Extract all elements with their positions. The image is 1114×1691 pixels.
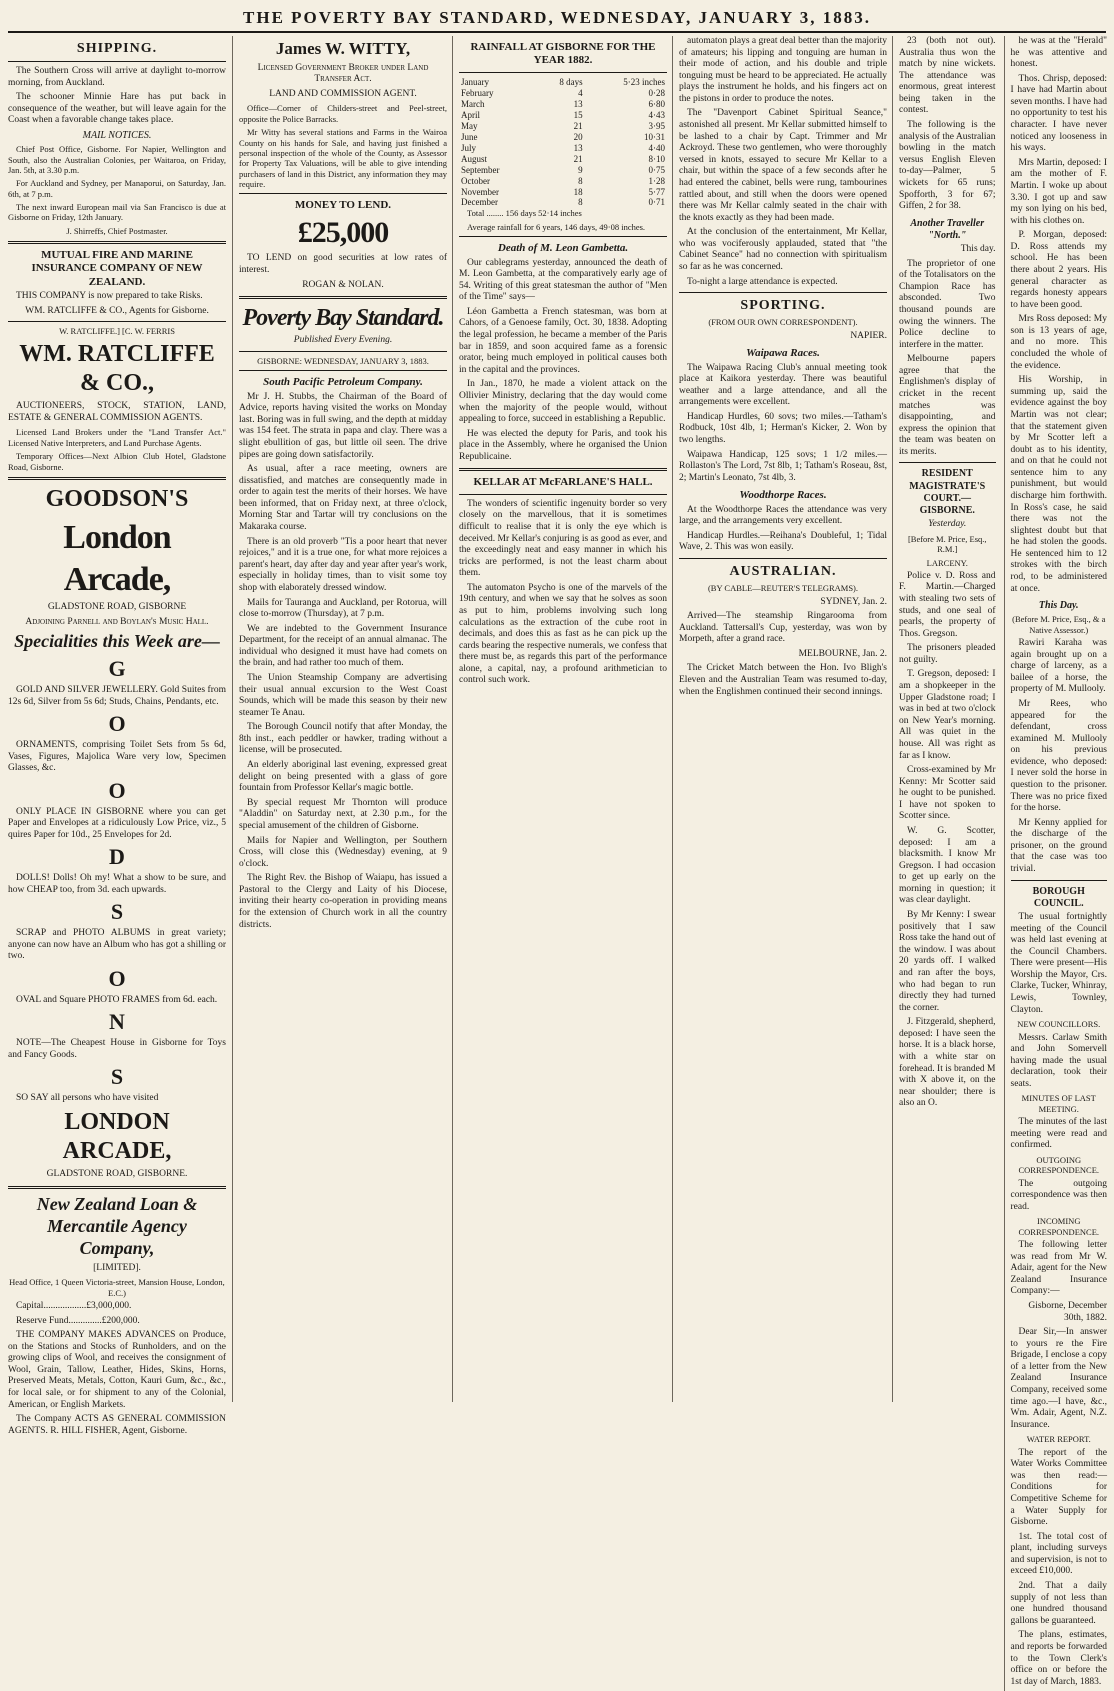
letter-heading: Gisborne, December 30th, 1882. [1028, 1300, 1107, 1323]
drop-letter-d: D [109, 844, 125, 870]
rainfall-cell-days: 20 [573, 131, 583, 142]
dateline: GISBORNE: WEDNESDAY, JANUARY 3, 1883. [257, 355, 429, 366]
gladstone-road-footer: GLADSTONE ROAD, GISBORNE. [46, 1169, 188, 1180]
money-paragraph: TO LEND on good securities at low rates of interest. [239, 253, 447, 275]
petroleum-paragraph-9: By special request Mr Thornton will produce "Aladdin" on Saturday next, at 2.30 p.m., for the special amusement of the children of Gisborne. [239, 797, 447, 831]
mutual-insurance-heading: MUTUAL FIRE AND MARINE INSURANCE COMPANY OF NEW ZEALAND. [31, 249, 203, 288]
this-day-paragraph-1: Rawiri Karaha was again brought up on a charge of larceny, as a bailee of a horse, the property of M. Mullooly. [1010, 638, 1107, 695]
specialities-heading: Specialities this Week are— [14, 631, 220, 652]
rainfall-cell-inches: 4·43 [648, 109, 665, 120]
drop-letter-s: S [110, 899, 124, 925]
rainfall-cell-days: 15 [573, 109, 583, 120]
col5-paragraph-2: The following is the analysis of the Australian bowling in the match versus English Eleven to-day—Palmer, 5 wickets for 65 runs; Spofforth, 3 for 67; Giffen, 2 for 38. [899, 120, 996, 212]
resident-heading: RESIDENT MAGISTRATE'S COURT.—GISBORNE. [909, 468, 986, 517]
petroleum-paragraph-10: Mails for Napier and Wellington, per Southern Cross, will close this (Wednesday) evening, at 9 o'clock. [239, 835, 447, 869]
newspaper-page [8, 6, 1107, 1687]
waipawa-paragraph-3: Waipawa Handicap, 125 sovs; 1 1/2 miles.—Rollaston's The Lord, 7st 8lb, 1; Tatham's Roseau, 8st, 2; Martin's Leonato, 7st 4lb, 3. [679, 449, 887, 483]
resident-paragraph-4: Cross-examined by Mr Kenny: Mr Scotter said he ought to be punished. I have not spoken to Scotter since. [899, 765, 996, 822]
nz-loan-agent: The Company ACTS AS GENERAL COMMISSION AGENTS. R. HILL FISHER, Agent, Gisborne. [8, 1414, 226, 1436]
rainfall-total: Total ........ 156 days 52·14 inches [467, 208, 582, 219]
resident-subheading: Yesterday. [928, 519, 967, 530]
note-paragraph: NOTE—The Cheapest House in Gisborne for Toys and Fancy Goods. [8, 1038, 226, 1060]
resident-paragraph-5: W. G. Scotter, deposed: I am a blacksmith. I know Mr Gregson. I had occasion to get up early on the morning in question; it was clear daylight. [899, 826, 996, 906]
column-1 [8, 36, 232, 1436]
this-day-paragraph-2: Mr Rees, who appeared for the defendant, cross examined M. Mullooly on his previous evidence, who deposed: I never sold the horse in question to the prisoner. There was no price fixed for the horse. [1010, 698, 1107, 814]
waipawa-paragraph-1: The Waipawa Racing Club's annual meeting took place at Kaikora yesterday. There was beautiful weather and a large attendance, and all the arrangements were excellent. [679, 362, 887, 408]
rainfall-cell-inches: 3·95 [648, 120, 665, 131]
money-to-lend-heading: MONEY TO LEND. [294, 199, 392, 212]
rainfall-cell-days: 8 days [559, 76, 583, 87]
rainfall-row [459, 132, 667, 143]
rainfall-cell-inches: 0·75 [648, 164, 665, 175]
rainfall-cell-days: 8 [578, 175, 583, 186]
petroleum-paragraph-5: We are indebted to the Government Insurance Department, for the receipt of an annual almanac. The individual who designed it must have had comets on the brain, and had rather too much of them. [239, 623, 447, 669]
rainfall-row [459, 187, 667, 198]
this-day-bench: (Before M. Price, Esq., & a Native Assessor.) [1012, 614, 1106, 635]
rainfall-cell-inches: 0·28 [648, 87, 665, 98]
water-paragraph: The report of the Water Works Committee was then read:—Conditions for Competitive Scheme for a Water Supply for Gisborne. [1010, 1447, 1107, 1528]
petroleum-paragraph-1: Mr J. H. Stubbs, the Chairman of the Board of Advice, reports having visited the works on Monday last. Boring was in full swing, and the depth at midday was 154 feet. The strata in papa and clay. There was a slight ebullition of gas, but little oil seen. The drive pipes are going down satisfactorily. [239, 391, 447, 460]
waipawa-heading: Waipawa Races. [746, 347, 820, 360]
australian-heading: AUSTRALIAN. [729, 564, 837, 580]
melbourne-paragraph: The Cricket Match between the Hon. Ivo Bligh's Eleven and the Australian Team was resumed to-day, when the Englishmen continued their second innings. [679, 663, 887, 697]
drop-letter-o-2: O [108, 777, 126, 803]
letter-paragraph: Dear Sir,—In answer to yours re the Fire Brigade, I enclose a copy of a letter from the New Zealand Insurance Company, received some time ago.—I have, &c., Wm. Adair, Agent, N.Z. Insurance. [1010, 1327, 1107, 1430]
drop-letter-n: N [109, 1009, 125, 1035]
adjoining-line: Adjoining Parnell and Boylan's Music Hall. [25, 616, 209, 627]
rainfall-row [459, 77, 667, 88]
woodthorpe-paragraph-2: Handicap Hurdles.—Reihana's Doubleful, 1; Tidal Wave, 2. This was won easily. [679, 530, 887, 553]
col6-paragraph-4: P. Morgan, deposed: D. Ross attends my school. He has been there about 2 years. His general character as regards honesty appears to have been good. [1010, 230, 1107, 310]
albums-paragraph: SCRAP and PHOTO ALBUMS in great variety; anyone can now have an Album who has got a shilling or two. [8, 928, 226, 962]
trotter-subheading: This day. [960, 244, 996, 255]
rainfall-cell-month: February [461, 87, 494, 98]
nz-loan-paragraph: THE COMPANY MAKES ADVANCES on Produce, on the Stations and Stocks of Runholders, and on the growing clips of Wool, and receives the consignment of Wool, Grain, Tallow, Leather, Hides, Skins, Horns, Preserved Meats, Metals, Cotton, Kauri Gum, &c., &c., for local sale, or for shipment to any of the Colonial, American, or English Markets. [8, 1330, 226, 1410]
ratcliffe-paragraph: AUCTIONEERS, STOCK, STATION, LAND, ESTATE & GENERAL COMMISSION AGENTS. [8, 401, 226, 423]
witty-office: Office—Corner of Childers-street and Peel-street, opposite the Police Barracks. [239, 103, 447, 124]
jewellery-paragraph: GOLD AND SILVER JEWELLERY. Gold Suites from 12s 6d, Silver from 5s 6d; Studs, Chains, Pendants, etc. [8, 685, 226, 707]
outgoing-label: OUTGOING CORRESPONDENCE. [1018, 1154, 1100, 1176]
rainfall-cell-inches: 8·10 [648, 153, 665, 164]
nz-loan-heading: New Zealand Loan & Mercantile Agency Company, [36, 1193, 198, 1258]
col4-paragraph-4: To-night a large attendance is expected. [687, 276, 838, 287]
ornaments-paragraph: ORNAMENTS, comprising Toilet Sets from 5s 6d, Vases, Figures, Majolica Ware very low, Specimen Glasses, &c. [8, 740, 226, 774]
sydney-paragraph: Arrived—The steamship Ringarooma from Auckland. Tattersall's Cup, yesterday, was won by Morpeth, after a grand race. [679, 611, 887, 645]
col4-paragraph-2: The "Davenport Cabinet Spiritual Seance," astonished all present. Mr Kellar submitted himself to be lashed to a chair by Capt. Trimmer and Mr Ackroyd. These two gentlemen, who were thoroughly versed in knots, essayed to secure Mr Kellar to a chair, but within the space of a few seconds after he had entered the cabinet, bells were rung, tambourines rattled about, and still when the doors were opened there was Mr Kellar calmly seated in the chair with the knots exactly as they had been made. [679, 108, 887, 223]
rainfall-cell-month: May [461, 120, 478, 131]
masthead-title: THE POVERTY BAY STANDARD, WEDNESDAY, JANUARY 3, 1883. [8, 6, 1106, 33]
borough-paragraph-1: The usual fortnightly meeting of the Council was held last evening at the Council Chambers. There were present—His Worship the Mayor, Crs. Clarke, Tucker, Whinray, Lewis, Townley, Clayton. [1010, 912, 1107, 1015]
column-5 [892, 36, 1107, 1687]
water-paragraph-2: 1st. The total cost of plant, including surveys and supervision, is not to exceed £10,000. [1010, 1531, 1107, 1577]
petroleum-paragraph-8: An elderly aboriginal last evening, expressed great delight on being presented with a glass of gore fountain from Professor Kellar's magic bottle. [239, 760, 447, 794]
borough-heading: BOROUGH COUNCIL. [1032, 885, 1085, 909]
shipping-paragraph-1: The Southern Cross will arrive at daylight to-morrow morning, from Auckland. [8, 66, 226, 88]
outgoing-paragraph: The outgoing correspondence was then read. [1010, 1178, 1107, 1212]
incoming-label: INCOMING CORRESPONDENCE. [1018, 1216, 1100, 1237]
rainfall-cell-month: November [461, 186, 499, 197]
rainfall-row [459, 143, 667, 154]
so-say-paragraph: SO SAY all persons who have visited [16, 1093, 159, 1104]
trotter-paragraph: The proprietor of one of the Totalisators on the Champion Race has absconded. Two thousand pounds are owing the winners. The Police decline to interfere in the matter. [899, 258, 996, 350]
column-5b [1004, 36, 1108, 1691]
rainfall-cell-month: August [461, 153, 488, 164]
rainfall-row [459, 197, 667, 208]
rainfall-cell-inches: 6·80 [648, 98, 665, 109]
rainfall-row [459, 99, 667, 110]
petroleum-paragraph-6: The Union Steamship Company are advertising their usual annual excursion to the West Coast Sounds, which will be made this season by their new steamer Te Anau. [239, 672, 447, 718]
col4-paragraph-3: At the conclusion of the entertainment, Mr Kellar, who was vociferously applauded, stated that "the Cabinet Seance" had no connection with spiritualism so far as he was concerned. [679, 227, 887, 272]
ratcliffe-heading: WM. RATCLIFFE & CO., [19, 340, 215, 397]
kellar-heading: KELLAR AT McFARLANE'S HALL. [473, 476, 653, 489]
paper-title: Poverty Bay Standard. [242, 305, 444, 332]
london-arcade-footer: LONDON ARCADE, [62, 1108, 172, 1164]
petroleum-paragraph-4: Mails for Tauranga and Auckland, per Rotorua, will close to-morrow (Thursday), at 7 p.m. [239, 597, 447, 620]
trotter-paragraph-2: Melbourne papers agree that the Englishmen's display of cricket in the recent matches was disappointing, and express the opinion that the team was beaten on its merits. [899, 354, 996, 457]
petroleum-heading: South Pacific Petroleum Company. [263, 376, 423, 389]
goodsons-heading: GOODSON'S [45, 485, 189, 512]
rainfall-row [459, 88, 667, 99]
money-signature: ROGAN & NOLAN. [302, 279, 384, 290]
witty-paragraph: Mr Witty has several stations and Farms in the Wairoa County on his hands for Sale, and having just finished a personal inspection of the whole of the County, as Assessor for Property Tax Valuations, will be able to give intending purchasers of land in this District, any information they may require. [239, 127, 447, 189]
witty-subheading: Licensed Government Broker under Land Transfer Act. [257, 62, 429, 85]
resident-paragraph-6: By Mr Kenny: I swear positively that I saw Ross take the hand out of the window. I was about 20 yards off. I walked and ran after the boys, who had began to run directly they had turned the corner. [899, 910, 996, 1013]
mail-notices-heading: MAIL NOTICES. [82, 129, 152, 141]
rainfall-cell-days: 9 [578, 164, 583, 175]
shipping-paragraph-2: The schooner Minnie Hare has put back in consequence of the weather, but will leave again for the Coast when a favorable change takes place. [8, 92, 226, 126]
ratcliffe-names: W. RATCLIFFE.] [C. W. FERRIS [59, 326, 175, 337]
water-paragraph-3: 2nd. That a daily supply of not less than one hundred thousand gallons be guaranteed. [1010, 1581, 1107, 1626]
mail-paragraph-3: The next inward European mail via San Francisco is due at Gisborne on Friday, 12th January. [8, 201, 226, 223]
rainfall-cell-days: 4 [578, 87, 583, 98]
shipping-heading: SHIPPING. [76, 41, 158, 56]
rainfall-cell-days: 21 [573, 153, 583, 164]
rainfall-cell-month: March [461, 98, 485, 109]
rainfall-cell-days: 18 [573, 186, 583, 197]
drop-letter-o: O [108, 711, 126, 737]
dolls-paragraph: DOLLS! Dolls! Oh my! What a show to be sure, and how CHEAP too, from 3d. each upwards. [8, 873, 226, 895]
waipawa-paragraph-2: Handicap Hurdles, 60 sovs; two miles.—Tatham's Rodbuck, 10st 4lb, 1; Herman's Kicker, 2. Won by two lengths. [679, 411, 887, 446]
witty-heading: James W. WITTY, [275, 39, 411, 58]
col6-paragraph-2: Thos. Chrisp, deposed: I have had Martin about seven months. I have had no opportunity to test his character. I have never noticed any looseness in his ways. [1010, 73, 1107, 154]
col6-paragraph-1: he was at the "Herald" he was attentive and honest. [1010, 36, 1107, 70]
trotter-heading: Another Traveller "North." [910, 217, 985, 241]
temporary-offices: Temporary Offices—Next Albion Club Hotel, Gladstone Road, Gisborne. [8, 451, 226, 472]
mail-paragraph-2: For Auckland and Sydney, per Manaporui, on Saturday, Jan. 6th, at 7 p.m. [8, 178, 226, 199]
nz-loan-reserve: Reserve Fund..............£200,000. [16, 1315, 140, 1326]
new-councillors-paragraph: Messrs. Carlaw Smith and John Somervell having made the usual declaration, took their seats. [1010, 1032, 1107, 1089]
resident-paragraph-7: J. Fitzgerald, shepherd, deposed: I have seen the horse. It is a black horse, with a white star on forehead. It is branded M with X above it, on the near shoulder; there is also an O. [899, 1017, 996, 1109]
column-3 [452, 36, 673, 1402]
column-2 [232, 36, 453, 1402]
petroleum-paragraph-2: As usual, after a race meeting, owners are dissatisfied, and matches are consequently made in order to again test the merits of their horses. We have been informed, that on Friday next, at three o'clock, Morning Star and Tartar will try conclusions on the Makaraka course. [239, 464, 447, 533]
new-councillors-label: NEW COUNCILLORS. [1017, 1019, 1101, 1030]
rainfall-cell-inches: 1·28 [648, 175, 665, 186]
rainfall-cell-days: 13 [573, 142, 583, 153]
gladstone-road-line: GLADSTONE ROAD, GISBORNE [47, 602, 187, 613]
paper-paragraph: ONLY PLACE IN GISBORNE where you can get Paper and Envelopes at a ridiculously Low Price, viz., 5 quires Paper for 10d., 25 Envelopes for 2d. [8, 806, 226, 840]
rainfall-cell-inches: 5·23 inches [623, 76, 665, 87]
this-day-heading: This Day. [1038, 600, 1079, 612]
gambetta-paragraph-2: Léon Gambetta a French statesman, was born at Cahors, of a Genoese family, Oct. 30, 1838. Adopting the legal profession, he became a member of the Paris bar in 1859, and soon acquired fame as a forensic orator, being much employed in political causes both in the capital and the provinces. [459, 306, 667, 375]
australian-subheading: (BY CABLE—REUTER'S TELEGRAMS). [707, 583, 859, 594]
nz-loan-head-office: Head Office, 1 Queen Victoria-street, Mansion House, London, E.C.) [9, 1277, 225, 1298]
col6-paragraph-3: Mrs Martin, deposed: I am the mother of F. Martin. I woke up about 3.30. I got up and saw my son lying on his bed, with his clothes on. [1010, 157, 1107, 226]
rainfall-cell-inches: 4·40 [648, 142, 665, 153]
petroleum-paragraph-11: The Right Rev. the Bishop of Waiapu, has issued a Pastoral to the Clergy and Laity of his Diocese, inviting their hearty co-operation in providing means for the extension of Church work in all the country districts. [239, 873, 447, 930]
mail-signature: J. Shirreffs, Chief Postmaster. [66, 225, 168, 236]
mutual-insurance-paragraph: THIS COMPANY is now prepared to take Risks. [16, 291, 203, 302]
nz-loan-capital: Capital..................£3,000,000. [16, 1300, 132, 1311]
sydney-line: SYDNEY, Jan. 2. [820, 596, 887, 607]
rainfall-cell-inches: 5·77 [648, 186, 665, 197]
rainfall-cell-month: September [461, 164, 500, 175]
minutes-paragraph: The minutes of the last meeting were read and confirmed. [1010, 1117, 1107, 1151]
col5-paragraph-1: 23 (both not out). Australia thus won the match by nine wickets. The attendance was enormous, great interest being taken in the contest. [899, 36, 996, 116]
woodthorpe-paragraph-1: At the Woodthorpe Races the attendance was very large, and the arrangements very excellent. [679, 504, 887, 527]
rainfall-average: Average rainfall for 6 years, 146 days, 49·08 inches. [467, 221, 646, 232]
rainfall-cell-month: April [461, 109, 480, 120]
resident-paragraph-1: Police v. D. Ross and F. Martin.—Charged with stealing two sets of studs, and one seal of pearls, the property of Thos. Gregson. [899, 570, 996, 639]
columns [8, 36, 1107, 1687]
melbourne-line: MELBOURNE, Jan. 2. [798, 648, 887, 659]
resident-bench: [Before M. Price, Esq., R.M.] [907, 533, 987, 555]
kellar-paragraph-1: The wonders of scientific ingenuity border so very closely on the marvellous, that it is sometimes difficult to realise that it is only the eye which is deceived. Mr Kellar's conjuring is as good as ever, and the exceedingly neat and easy manner in which his tricks are performed, is not the least charm about them. [459, 498, 667, 579]
gambetta-heading: Death of M. Leon Gambetta. [497, 242, 629, 255]
rainfall-cell-inches: 0·71 [648, 197, 665, 208]
rainfall-table [459, 77, 667, 209]
witty-subheading-2: LAND AND COMMISSION AGENT. [269, 88, 417, 99]
london-arcade-heading: London Arcade, [63, 519, 171, 598]
rainfall-cell-month: December [461, 197, 498, 208]
rainfall-row [459, 165, 667, 176]
this-day-paragraph-3: Mr Kenny applied for the discharge of the prisoner, on the ground that the case was too trivial. [1010, 817, 1107, 875]
money-amount: £25,000 [297, 215, 389, 249]
drop-letter-o-3: O [108, 965, 126, 991]
petroleum-paragraph-7: The Borough Council notify that after Monday, the 8th inst., each peddler or hawker, trading without a license, will be prosecuted. [239, 722, 447, 756]
col4-paragraph-1: automaton plays a great deal better than the majority of amateurs; his lipping and tonguing are human in their mode of action, and his double and triple tonguing must be heard to be appreciated. He actually plays the instrument he holds, and his fingers act on the pistons in order to produce the notes. [679, 36, 887, 104]
ratcliffe-paragraph-2: Licensed Land Brokers under the "Land Transfer Act." Licensed Native Interpreters, and Land Purchase Agents. [8, 427, 226, 448]
column-4 [672, 36, 893, 1402]
mail-paragraph-1: Chief Post Office, Gisborne. For Napier, Wellington and South, also the Australian Colonies, per Waitaroa, on Friday, Jan. 5th, at 3.30 p.m. [8, 144, 226, 175]
col6-paragraph-6: His Worship, in summing up, said the evidence against the boy Martin was not clear; that the statement given by Mr Scotter left a doubt as to his identity, and on that he could not sentence him to any punishment, but would discharge him forthwith. In Ross's case, he said there was not the slightest doubt but that he had stolen the goods. He sentenced him to 12 strokes with the birch rod, to be administered at once. [1010, 375, 1107, 594]
frames-paragraph: OVAL and Square PHOTO FRAMES from 6d. each. [16, 994, 218, 1005]
nz-loan-limited: [LIMITED]. [93, 1262, 141, 1273]
rainfall-cell-month: January [461, 76, 489, 87]
woodthorpe-heading: Woodthorpe Races. [739, 489, 827, 502]
larceny-label: LARCENY. [926, 557, 968, 568]
rainfall-row [459, 121, 667, 132]
mutual-insurance-agents: WM. RATCLIFFE & CO., Agents for Gisborne. [25, 305, 209, 316]
rainfall-cell-days: 21 [573, 120, 583, 131]
water-paragraph-4: The plans, estimates, and reports be forwarded to the Town Clerk's office on or before the 1st day of March, 1883. [1010, 1630, 1107, 1687]
drop-letter-s-2: S [110, 1064, 124, 1090]
resident-paragraph-2: The prisoners pleaded not guilty. [899, 643, 996, 665]
rainfall-cell-month: October [461, 175, 490, 186]
published-line: Published Every Evening. [293, 335, 393, 346]
rainfall-cell-days: 13 [573, 98, 583, 109]
gambetta-paragraph-1: Our cablegrams yesterday, announced the death of M. Leon Gambetta, at the comparatively early age of 54. Writing of this great statesman the author of "Men of the Time" says— [459, 257, 667, 303]
rainfall-row [459, 110, 667, 121]
rainfall-cell-days: 8 [578, 197, 583, 208]
drop-letter-g: G [108, 656, 126, 682]
incoming-paragraph: The following letter was read from Mr W. Adair, agent for the New Zealand Insurance Company:— [1010, 1240, 1107, 1297]
sporting-place: NAPIER. [850, 330, 887, 341]
col6-paragraph-5: Mrs Ross deposed: My son is 13 years of age, and no more. This concluded the whole of the evidence. [1010, 314, 1107, 371]
sporting-heading: SPORTING. [740, 298, 826, 314]
gambetta-paragraph-4: He was elected the deputy for Paris, and took his place in the Assembly, where he organised the Union Republicaine. [459, 428, 667, 462]
resident-paragraph-3: T. Gregson, deposed: I am a shopkeeper in the Upper Gladstone road; I was in bed at two o'clock on New Year's morning. All was quiet in the house. All was right as far as I know. [899, 669, 996, 761]
rainfall-cell-month: July [461, 142, 477, 153]
petroleum-paragraph-3: There is an old proverb "Tis a poor heart that never rejoices," and it is a true one, for what more rejoices a parent's heart, day after day and year after year's work, especially in holiday times, than to visit some toy shop with elaborately dressed window. [239, 536, 447, 593]
rainfall-row [459, 176, 667, 187]
kellar-paragraph-2: The automaton Psycho is one of the marvels of the 19th century, and when we say that he solves as soon as put to him, problems involving such long calculations as the extraction of the cube root in decimals, and does this as fast as he can pick up the cards bearing the respective numerals, we confess that there must be, as regards this part of the performance alone, a capital, nay, a profound arithmetician to control such work. [459, 582, 667, 686]
rainfall-row [459, 154, 667, 165]
gambetta-paragraph-3: In Jan., 1870, he made a violent attack on the Ollivier Ministry, declaring that the day would come when the majority of the people would, without appealing to force, succeed in establishing a Republic. [459, 379, 667, 425]
minutes-label: MINUTES OF LAST MEETING. [1021, 1093, 1096, 1114]
rainfall-heading: RAINFALL AT GISBORNE FOR THE YEAR 1882. [470, 41, 656, 67]
rainfall-cell-month: June [461, 131, 478, 142]
rainfall-cell-inches: 10·31 [644, 131, 665, 142]
sporting-subheading: (FROM OUR OWN CORRESPONDENT). [708, 317, 858, 328]
column-5a [899, 36, 996, 1691]
water-label: WATER REPORT. [1026, 1434, 1091, 1445]
